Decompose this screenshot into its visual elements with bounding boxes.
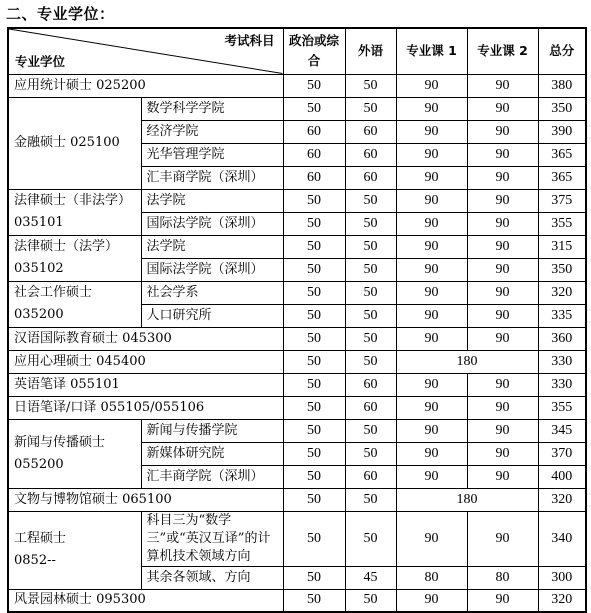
score-table (7, 27, 587, 613)
score-course1: 90 (396, 442, 467, 465)
school-name: 新媒体研究院 (141, 442, 283, 465)
score-politics: 60 (283, 166, 345, 189)
col-politics: 政治或综合 (283, 28, 345, 74)
score-politics: 50 (283, 189, 345, 212)
score-politics: 50 (283, 350, 345, 373)
score-total: 355 (538, 212, 586, 235)
score-politics: 50 (283, 465, 345, 488)
score-course2: 90 (467, 189, 538, 212)
score-foreign: 60 (345, 465, 396, 488)
score-course1: 90 (396, 258, 467, 281)
score-course2: 90 (467, 465, 538, 488)
table-row (8, 74, 586, 97)
score-politics: 50 (283, 327, 345, 350)
school-name: 人口研究所 (141, 304, 283, 327)
score-course2: 90 (467, 281, 538, 304)
table-row (8, 235, 586, 258)
table-row (8, 419, 586, 442)
score-total: 320 (538, 488, 586, 511)
degree-name: 新闻与传播硕士 055200 (8, 419, 141, 488)
score-total: 400 (538, 465, 586, 488)
score-foreign: 50 (345, 442, 396, 465)
score-foreign: 50 (345, 589, 396, 612)
score-course2: 80 (467, 566, 538, 589)
score-total: 360 (538, 327, 586, 350)
score-course2: 90 (467, 396, 538, 419)
col-course2: 专业课 2 (467, 28, 538, 74)
score-course1: 90 (396, 212, 467, 235)
col-course1: 专业课 1 (396, 28, 467, 74)
score-course2: 90 (467, 419, 538, 442)
score-course1: 90 (396, 465, 467, 488)
score-course1: 90 (396, 166, 467, 189)
score-course1: 90 (396, 120, 467, 143)
score-total: 355 (538, 396, 586, 419)
table-row (8, 97, 586, 120)
school-name: 光华管理学院 (141, 143, 283, 166)
score-politics: 50 (283, 235, 345, 258)
score-total: 390 (538, 120, 586, 143)
score-course1: 90 (396, 281, 467, 304)
school-name: 国际法学院（深圳） (141, 212, 283, 235)
score-course1: 90 (396, 189, 467, 212)
degree-name: 汉语国际教育硕士 045300 (8, 327, 283, 350)
score-course2: 90 (467, 304, 538, 327)
degree-name: 应用心理硕士 045400 (8, 350, 283, 373)
school-name: 其余各领域、方向 (141, 566, 283, 589)
score-course1: 90 (396, 235, 467, 258)
col-total: 总分 (538, 28, 586, 74)
school-name: 经济学院 (141, 120, 283, 143)
score-foreign: 50 (345, 189, 396, 212)
score-course1: 90 (396, 304, 467, 327)
score-total: 300 (538, 566, 586, 589)
score-total: 345 (538, 419, 586, 442)
score-politics: 60 (283, 143, 345, 166)
corner-header (8, 28, 283, 74)
section-heading: 二、专业学位： (6, 5, 115, 23)
score-politics: 50 (283, 212, 345, 235)
score-foreign: 50 (345, 235, 396, 258)
score-total: 320 (538, 589, 586, 612)
score-total: 340 (538, 511, 586, 566)
score-politics: 50 (283, 304, 345, 327)
score-foreign: 50 (345, 350, 396, 373)
degree-name: 应用统计硕士 025200 (8, 74, 283, 97)
score-foreign: 50 (345, 511, 396, 566)
score-politics: 50 (283, 511, 345, 566)
score-foreign: 50 (345, 488, 396, 511)
score-total: 330 (538, 350, 586, 373)
score-course1: 80 (396, 566, 467, 589)
score-foreign: 50 (345, 304, 396, 327)
score-foreign: 45 (345, 566, 396, 589)
table-row (8, 589, 586, 612)
school-name: 新闻与传播学院 (141, 419, 283, 442)
score-foreign: 50 (345, 419, 396, 442)
table-row (8, 327, 586, 350)
school-name: 法学院 (141, 189, 283, 212)
score-course2: 90 (467, 589, 538, 612)
subject-label: 考试科目 (224, 33, 275, 48)
score-course1: 90 (396, 396, 467, 419)
score-course1: 90 (396, 419, 467, 442)
score-course2: 90 (467, 511, 538, 566)
score-course2: 90 (467, 373, 538, 396)
score-course: 180 (396, 350, 538, 373)
score-course1: 90 (396, 511, 467, 566)
score-politics: 50 (283, 488, 345, 511)
score-politics: 60 (283, 120, 345, 143)
school-name: 汇丰商学院（深圳） (141, 465, 283, 488)
table-row (8, 488, 586, 511)
score-total: 350 (538, 258, 586, 281)
score-politics: 50 (283, 396, 345, 419)
table-row (8, 511, 586, 566)
score-total: 365 (538, 143, 586, 166)
score-course1: 90 (396, 327, 467, 350)
score-total: 370 (538, 442, 586, 465)
col-foreign: 外语 (345, 28, 396, 74)
score-total: 380 (538, 74, 586, 97)
school-name: 法学院 (141, 235, 283, 258)
table-row (8, 373, 586, 396)
table-body (8, 74, 586, 612)
score-course1: 90 (396, 589, 467, 612)
score-foreign: 50 (345, 212, 396, 235)
degree-name: 文物与博物馆硕士 065100 (8, 488, 283, 511)
score-foreign: 50 (345, 74, 396, 97)
score-politics: 50 (283, 589, 345, 612)
score-course1: 90 (396, 74, 467, 97)
score-course2: 90 (467, 120, 538, 143)
score-total: 320 (538, 281, 586, 304)
score-politics: 50 (283, 258, 345, 281)
header-row (8, 28, 586, 74)
score-foreign: 50 (345, 327, 396, 350)
score-total: 335 (538, 304, 586, 327)
score-politics: 50 (283, 74, 345, 97)
score-foreign: 60 (345, 166, 396, 189)
score-total: 315 (538, 235, 586, 258)
score-course2: 90 (467, 258, 538, 281)
score-course1: 90 (396, 97, 467, 120)
degree-name: 日语笔译/口译 055105/055106 (8, 396, 283, 419)
degree-name: 英语笔译 055101 (8, 373, 283, 396)
school-name: 国际法学院（深圳） (141, 258, 283, 281)
score-foreign: 60 (345, 396, 396, 419)
school-name: 汇丰商学院（深圳） (141, 166, 283, 189)
score-politics: 50 (283, 281, 345, 304)
table-row (8, 350, 586, 373)
score-foreign: 50 (345, 258, 396, 281)
major-label: 专业学位 (15, 53, 66, 69)
table-row (8, 281, 586, 304)
score-course2: 90 (467, 97, 538, 120)
score-course2: 90 (467, 166, 538, 189)
score-foreign: 60 (345, 373, 396, 396)
score-politics: 50 (283, 566, 345, 589)
table-row (8, 189, 586, 212)
degree-name: 社会工作硕士 035200 (8, 281, 141, 327)
degree-name: 法律硕士（非法学） 035101 (8, 189, 141, 235)
score-politics: 50 (283, 373, 345, 396)
score-course2: 90 (467, 235, 538, 258)
score-course2: 90 (467, 442, 538, 465)
score-course2: 90 (467, 74, 538, 97)
score-foreign: 60 (345, 120, 396, 143)
score-total: 365 (538, 166, 586, 189)
score-politics: 50 (283, 419, 345, 442)
score-course: 180 (396, 488, 538, 511)
score-foreign: 50 (345, 97, 396, 120)
degree-name: 风景园林硕士 095300 (8, 589, 283, 612)
degree-name: 法律硕士（法学） 035102 (8, 235, 141, 281)
school-name: 社会学系 (141, 281, 283, 304)
score-total: 350 (538, 97, 586, 120)
score-politics: 50 (283, 442, 345, 465)
table-row (8, 396, 586, 419)
school-name: 科目三为“数学三”或“英汉互译”的计算机技术领域方向 (141, 511, 283, 566)
degree-name: 工程硕士 0852-- (8, 511, 141, 589)
score-total: 330 (538, 373, 586, 396)
score-politics: 50 (283, 97, 345, 120)
score-course1: 90 (396, 143, 467, 166)
score-course2: 90 (467, 212, 538, 235)
score-foreign: 60 (345, 143, 396, 166)
degree-name: 金融硕士 025100 (8, 97, 141, 189)
school-name: 数学科学学院 (141, 97, 283, 120)
score-total: 375 (538, 189, 586, 212)
score-course1: 90 (396, 373, 467, 396)
score-foreign: 50 (345, 281, 396, 304)
score-course2: 90 (467, 327, 538, 350)
score-course2: 90 (467, 143, 538, 166)
